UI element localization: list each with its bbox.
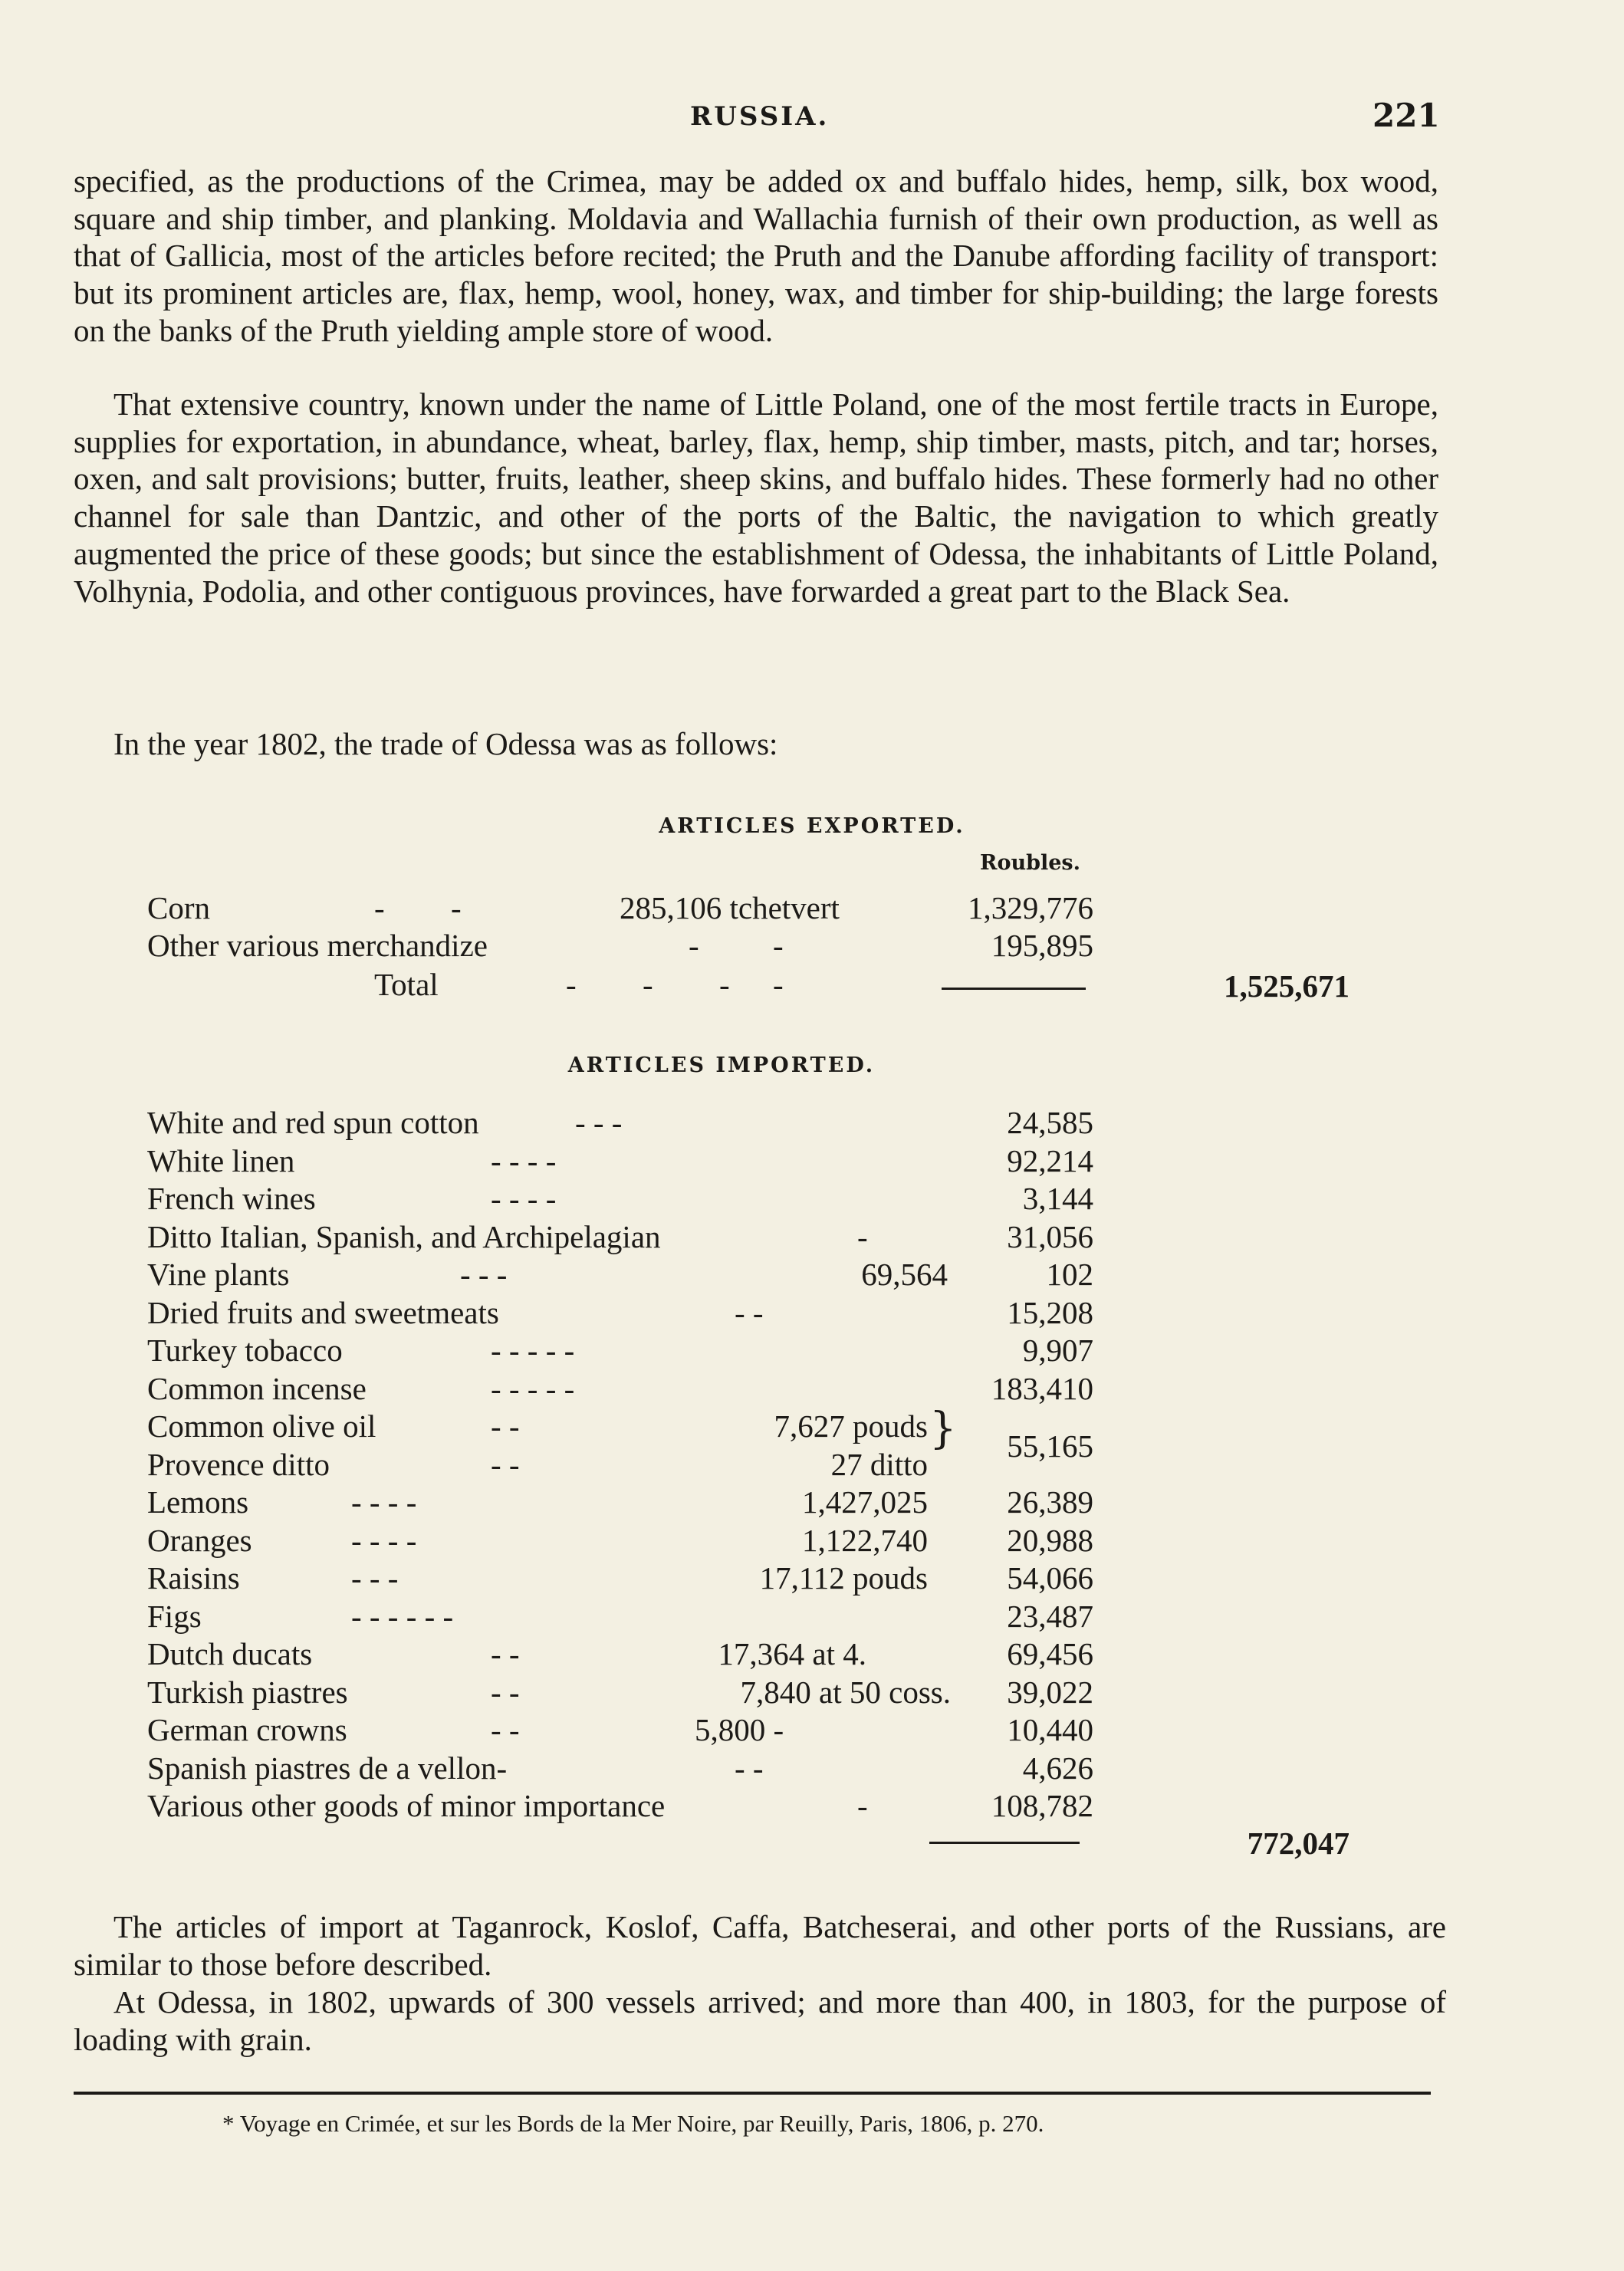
import-dashes: - - [491, 1712, 520, 1747]
footnote: * Voyage en Crimée, et sur les Bords de la Mer Noire, par Reuilly, Paris, 1806, p. 270. [222, 2110, 1044, 2137]
import-value: 39,022 [1007, 1674, 1093, 1710]
import-dashes: - - [735, 1750, 764, 1786]
import-item: Common incense [147, 1371, 367, 1406]
import-item: Turkey tobacco [147, 1333, 343, 1368]
import-value: 24,585 [1007, 1105, 1093, 1140]
import-dashes: - - - - - [491, 1371, 575, 1406]
export-total-label: Total [374, 967, 439, 1002]
import-item: Spanish piastres de a vellon- [147, 1750, 508, 1786]
import-item: Common olive oil [147, 1408, 376, 1444]
import-item: Oranges [147, 1523, 252, 1558]
import-item: Turkish piastres [147, 1674, 348, 1710]
import-value: 9,907 [1022, 1333, 1093, 1368]
export-value-other: 195,895 [991, 928, 1093, 963]
import-item: Raisins [147, 1560, 240, 1596]
import-dashes: - - - [460, 1257, 508, 1292]
dash: - [773, 928, 784, 963]
paragraph-little-poland: That extensive country, known under the name of Little Poland, one of the most fertile tracts in Europe, supplies for exportation, in abundance, wheat, barley, flax, hemp, ship timber, masts, pitch, and tar; horses, oxen, and salt provisions; butter, fruits, leather, sheep skins, and buffalo hides. These formerly had no other channel for sale than Dantzic, and other of the ports of the Baltic, the navigation to which greatly augmented the price of these goods; but since the establishment of Odessa, the inhabitants of Little Poland, Volhynia, Podolia, and other contiguous provinces, have forwarded a great part to the Black Sea. [74, 386, 1438, 609]
dash: - [773, 967, 784, 1002]
import-dashes: - - - - [351, 1523, 417, 1558]
paragraph-odessa-trade-intro: In the year 1802, the trade of Odessa was as follows: [113, 726, 778, 761]
import-value: 4,626 [1022, 1750, 1093, 1786]
import-value: 92,214 [1007, 1143, 1093, 1178]
import-dashes: - - [491, 1408, 520, 1444]
import-quantity: 5,800 - [695, 1712, 784, 1747]
import-value: 108,782 [991, 1788, 1093, 1823]
import-dashes: - [857, 1219, 868, 1254]
import-value: 102 [1046, 1257, 1093, 1292]
dash: - [566, 967, 577, 1002]
paragraph-vessels: At Odessa, in 1802, upwards of 300 vessels arrived; and more than 400, in 1803, for the purpose of loading with grain. [74, 1984, 1446, 2057]
dash: - [374, 890, 385, 925]
export-item-other: Other various merchandize [147, 928, 488, 963]
export-value-corn: 1,329,776 [968, 890, 1093, 925]
oil-group-brace: } [929, 1404, 957, 1454]
import-value: 10,440 [1007, 1712, 1093, 1747]
dash: - [643, 967, 653, 1002]
import-quantity: 69,564 [861, 1257, 948, 1292]
import-dashes: - - - - [491, 1143, 557, 1178]
import-dashes: - - - - - - [351, 1599, 454, 1634]
import-value: 54,066 [1007, 1560, 1093, 1596]
dash: - [689, 928, 699, 963]
import-value: 3,144 [1022, 1181, 1093, 1216]
import-item: Figs [147, 1599, 202, 1634]
import-item: Vine plants [147, 1257, 290, 1292]
import-quantity: 7,840 at 50 coss. [740, 1674, 951, 1710]
dash: - [719, 967, 730, 1002]
export-item-corn: Corn [147, 890, 210, 925]
import-dashes: - - - - [351, 1484, 417, 1520]
import-dashes: - [857, 1788, 868, 1823]
import-value: 23,487 [1007, 1599, 1093, 1634]
imported-heading: ARTICLES IMPORTED. [567, 1053, 876, 1077]
import-quantity: 27 ditto [830, 1447, 928, 1482]
import-value: 31,056 [1007, 1219, 1093, 1254]
import-item: Lemons [147, 1484, 249, 1520]
import-dashes: - - - [351, 1560, 399, 1596]
import-value: 183,410 [991, 1371, 1093, 1406]
roubles-column-label: Roubles. [980, 851, 1080, 875]
page-number: 221 [1373, 97, 1440, 134]
import-quantity: 1,427,025 [802, 1484, 928, 1520]
paragraph-crimea-moldavia: specified, as the productions of the Crimea, may be added ox and buffalo hides, hemp, silk, box wood, square and ship timber, and planking. Moldavia and Wallachia furnish of their own production, as well as that of Gallicia, most of the articles before recited; the Pruth and the Danube affording facility of transport: but its prominent articles are, flax, hemp, wool, honey, wax, and timber for ship-building; the large forests on the banks of the Pruth yielding ample store of wood. [74, 163, 1438, 348]
export-sum-rule [942, 988, 1086, 990]
import-quantity: 17,112 pouds [759, 1560, 928, 1596]
import-dashes: - - - - - [491, 1333, 575, 1368]
import-item: White and red spun cotton [147, 1105, 479, 1140]
footnote-separator [74, 2092, 1431, 2095]
export-total-value: 1,525,671 [1224, 968, 1349, 1004]
import-dashes: - - [735, 1295, 764, 1330]
import-sum-rule [929, 1842, 1080, 1844]
import-quantity: 1,122,740 [802, 1523, 928, 1558]
running-title: RUSSIA. [690, 101, 830, 132]
import-quantity: 17,364 at 4. [718, 1636, 866, 1671]
import-dashes: - - [491, 1636, 520, 1671]
import-item: Dried fruits and sweetmeats [147, 1295, 499, 1330]
import-value: 26,389 [1007, 1484, 1093, 1520]
import-dashes: - - [491, 1447, 520, 1482]
import-value: 69,456 [1007, 1636, 1093, 1671]
import-value: 20,988 [1007, 1523, 1093, 1558]
paragraph-other-ports: The articles of import at Taganrock, Koslof, Caffa, Batcheserai, and other ports of the Russians, are similar to those before described. [74, 1909, 1446, 1982]
import-item: Various other goods of minor importance [147, 1788, 666, 1823]
running-header [0, 97, 1624, 140]
oil-group-value: 55,165 [1007, 1428, 1093, 1464]
exported-heading: ARTICLES EXPORTED. [659, 814, 965, 838]
import-value: 15,208 [1007, 1295, 1093, 1330]
import-total-value: 772,047 [1247, 1826, 1349, 1861]
import-item: Dutch ducats [147, 1636, 313, 1671]
import-item: German crowns [147, 1712, 347, 1747]
import-quantity: 7,627 pouds [774, 1408, 928, 1444]
dash: - [451, 890, 462, 925]
import-dashes: - - - [575, 1105, 623, 1140]
import-item: White linen [147, 1143, 295, 1178]
import-item: Provence ditto [147, 1447, 330, 1482]
import-item: Ditto Italian, Spanish, and Archipelagian [147, 1219, 661, 1254]
import-dashes: - - - - [491, 1181, 557, 1216]
import-dashes: - - [491, 1674, 520, 1710]
export-quantity-corn: 285,106 tchetvert [620, 890, 840, 925]
import-item: French wines [147, 1181, 316, 1216]
